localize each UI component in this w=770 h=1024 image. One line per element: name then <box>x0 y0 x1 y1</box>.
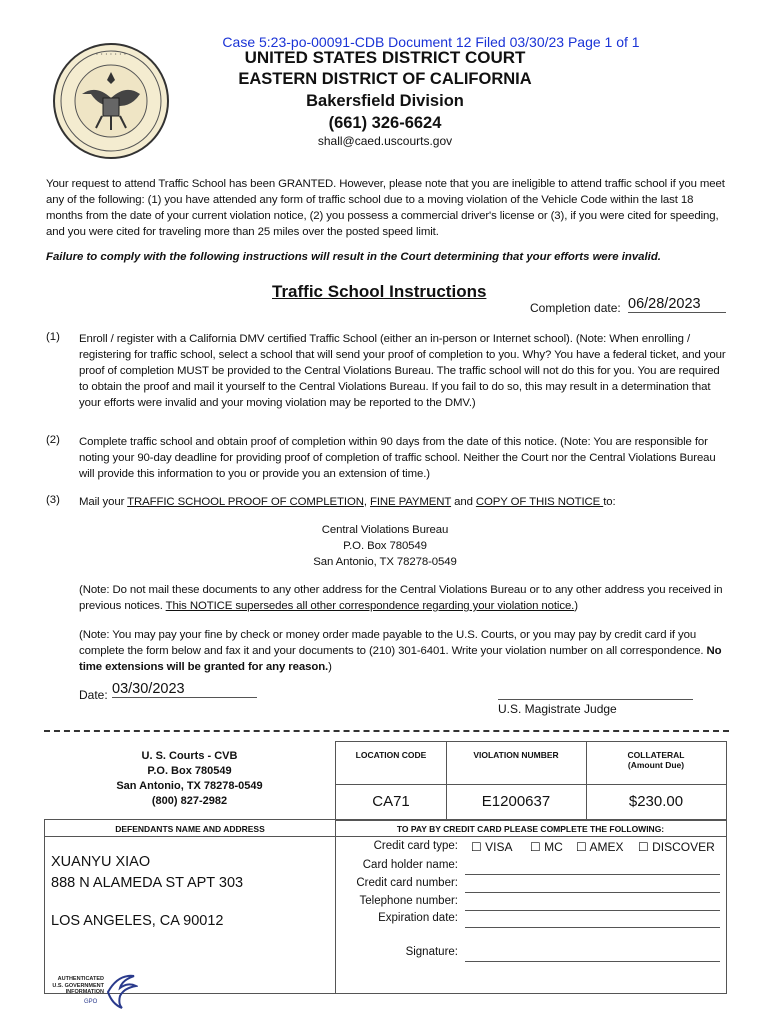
gpo-eagle-icon <box>104 972 138 1010</box>
court-email: shall@caed.uscourts.gov <box>317 134 453 148</box>
instruction-item-1: Enroll / register with a California DMV certified Traffic School (either an in-person or Internet school). (Note: When enrolling / registering for traffic school, select a school that will send your proof of completion to you. Why? You have a federal ticket, and your proof of completion MUST be provided to the Central Violations Bureau. The traffic school will not do this for you. You are required to obtain the proof and mail it yourself to the Central Violations Bureau. If you fail to do so, this may result in a determination that your efforts were invalid and your moving violation may be reported to the DMV.) <box>79 333 726 409</box>
card-number-label: Credit card number: <box>356 877 458 889</box>
svg-text:· · · · · · ·: · · · · · · · <box>95 50 127 59</box>
cut-line <box>44 730 729 732</box>
defendant-city: LOS ANGELES, CA 90012 <box>51 913 224 929</box>
judge-label: U.S. Magistrate Judge <box>498 702 617 716</box>
cc-option-mc[interactable]: ☐ MC <box>530 840 563 854</box>
date-value: 03/30/2023 <box>112 681 257 698</box>
item-number: (3) <box>46 494 60 506</box>
court-district: EASTERN DISTRICT OF CALIFORNIA <box>238 70 532 88</box>
expiration-label: Expiration date: <box>378 912 458 924</box>
card-number-field[interactable] <box>465 892 720 893</box>
defendant-header: DEFENDANTS NAME AND ADDRESS <box>115 824 265 834</box>
cc-type-label: Credit card type: <box>373 840 458 852</box>
cc-option-visa[interactable]: ☐ VISA <box>471 840 513 854</box>
collateral-header: COLLATERAL (Amount Due) <box>627 750 685 770</box>
location-code-header: LOCATION CODE <box>355 750 427 760</box>
date-label: Date: <box>79 688 108 702</box>
telephone-field[interactable] <box>465 910 720 911</box>
defendant-street: 888 N ALAMEDA ST APT 303 <box>51 875 244 891</box>
gpo-logo: AUTHENTICATED U.S. GOVERNMENT INFORMATION GPO <box>42 972 142 1012</box>
telephone-label: Telephone number: <box>359 895 458 907</box>
signature-line <box>498 699 693 700</box>
item-number: (1) <box>46 331 60 343</box>
mailing-address: Central Violations Bureau P.O. Box 780549 San Antonio, TX 78278-0549 <box>313 524 457 568</box>
signature-label: Signature: <box>405 946 458 958</box>
completion-date: 06/28/2023 <box>628 296 726 313</box>
location-code-value: CA71 <box>372 793 410 810</box>
note-do-not-mail: (Note: Do not mail these documents to any other address for the Central Violations Bureau or to any other address you received in previous notices. This NOTICE supersedes all other correspondence regarding your violation notice.) <box>79 584 723 612</box>
court-phone: (661) 326-6624 <box>328 114 442 132</box>
instructions-title: Traffic School Instructions <box>272 282 487 301</box>
expiration-field[interactable] <box>465 927 720 928</box>
card-holder-field[interactable] <box>465 874 720 875</box>
collateral-value: $230.00 <box>628 793 684 810</box>
violation-table <box>335 741 727 821</box>
court-division: Bakersfield Division <box>306 92 464 110</box>
note-payment: (Note: You may pay your fine by check or money order made payable to the U.S. Courts, or you may pay by credit card if you complete the form below and fax it and your documents to (210) 301-6401. Write your violation number on all correspondence. No time extensions will be granted for any reason.) <box>79 629 722 673</box>
signature-field[interactable] <box>465 961 720 962</box>
case-header: Case 5:23-po-00091-CDB Document 12 Filed 03/30/23 Page 1 of 1 <box>222 34 640 50</box>
card-holder-label: Card holder name: <box>362 859 458 871</box>
cc-option-discover[interactable]: ☐ DISCOVER <box>638 840 715 854</box>
court-name: UNITED STATES DISTRICT COURT <box>244 48 526 67</box>
cvb-address: U. S. Courts - CVB P.O. Box 780549 San Antonio, TX 78278-0549 (800) 827-2982 <box>116 750 263 807</box>
completion-label: Completion date: <box>530 301 621 315</box>
cc-option-amex[interactable]: ☐ AMEX <box>576 840 624 854</box>
credit-card-header: TO PAY BY CREDIT CARD PLEASE COMPLETE THE FOLLOWING: <box>396 824 665 834</box>
intro-paragraph: Your request to attend Traffic School has been GRANTED. However, please note that you are ineligible to attend traffic school if you meet any of the following: (1) you have attended any form of traffic school due to a moving violation of the Vehicle Code within the last 18 months from the date of your current violation notice, (2) you possess a commercial driver's license or (3), if you were cited for speeding, and you were cited for traveling more than 25 miles over the posted speed limit. <box>46 178 725 238</box>
defendant-name: XUANYU XIAO <box>51 854 151 870</box>
payment-section <box>44 819 727 994</box>
warning-text: Failure to comply with the following instructions will result in the Court determining that your efforts were invalid. <box>46 251 661 263</box>
instruction-item-2: Complete traffic school and obtain proof of completion within 90 days from the date of this notice. (Note: You are responsible for noting your 90-day deadline for providing proof of completion of traffic school. Neither the Court nor the Central Violations Bureau will provide this information to you or provide you an extension of time.) <box>79 436 716 480</box>
court-seal-icon <box>52 42 170 160</box>
violation-number-value: E1200637 <box>481 793 551 810</box>
item-number: (2) <box>46 434 60 446</box>
instruction-item-3: Mail your TRAFFIC SCHOOL PROOF OF COMPLETION, FINE PAYMENT and COPY OF THIS NOTICE to: <box>79 496 616 508</box>
violation-number-header: VIOLATION NUMBER <box>473 750 559 760</box>
